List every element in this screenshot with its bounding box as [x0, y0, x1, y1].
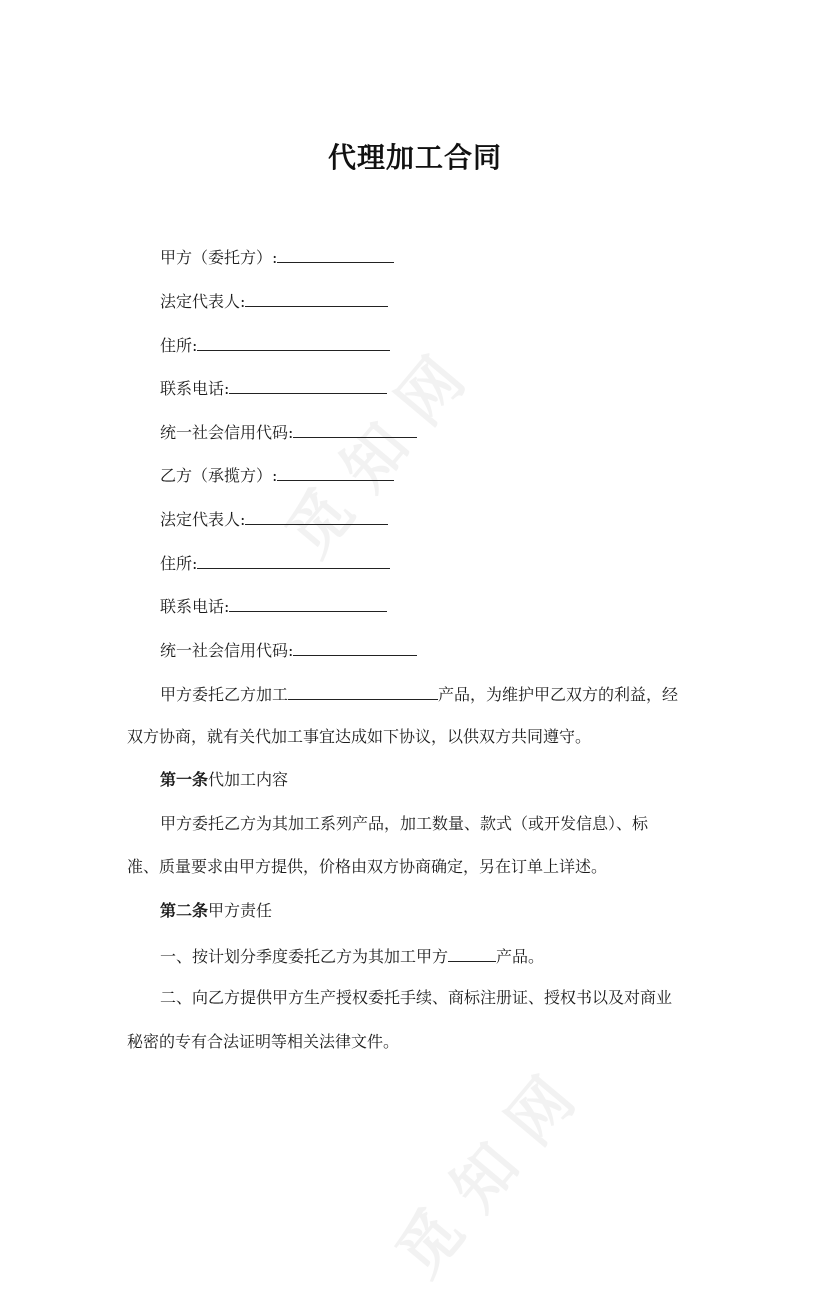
field-label: 统一社会信用代码:: [160, 641, 294, 660]
party-a-phone-field: [160, 375, 387, 401]
article-1-heading: [160, 768, 288, 792]
party-a-address-field: [160, 332, 390, 358]
field-label: 住所:: [160, 554, 198, 573]
product-blank[interactable]: [448, 943, 496, 962]
page-title: 代理加工合同: [327, 141, 502, 174]
field-label: 联系电话:: [160, 379, 230, 398]
fill-blank[interactable]: [197, 332, 390, 351]
field-label: 甲方（委托方）:: [160, 248, 278, 267]
fill-blank[interactable]: [293, 419, 417, 438]
article-title: 代加工内容: [208, 770, 289, 789]
item-suffix: 产品。: [496, 947, 545, 966]
fill-blank[interactable]: [277, 244, 394, 263]
article-number: 第一条: [160, 770, 209, 789]
field-label: 法定代表人:: [160, 292, 246, 311]
fill-blank[interactable]: [245, 506, 388, 525]
field-label: 联系电话:: [160, 597, 230, 616]
fill-blank[interactable]: [197, 550, 390, 569]
intro-prefix: 甲方委托乙方加工: [160, 685, 289, 704]
article-1-line-1: 甲方委托乙方为其加工系列产品，加工数量、款式（或开发信息）、标: [160, 814, 649, 833]
party-a-name-field: [160, 244, 394, 270]
article-2-item-1: [160, 943, 544, 969]
party-b-phone-field: [160, 593, 387, 619]
watermark: 觅知网: [381, 1045, 604, 1291]
product-blank[interactable]: [288, 681, 438, 700]
party-b-name-field: [160, 462, 394, 488]
party-b-address-field: [160, 550, 390, 576]
fill-blank[interactable]: [229, 375, 387, 394]
article-2-item-2-line-2: 秘密的专有合法证明等相关法律文件。: [127, 1032, 400, 1051]
article-1-line-2: 准、质量要求由甲方提供，价格由双方协商确定，另在订单上详述。: [127, 857, 608, 876]
intro-suffix: 产品，为维护甲乙双方的利益，经: [438, 685, 679, 704]
article-number: 第二条: [160, 901, 209, 920]
intro-line-1: [160, 681, 678, 707]
party-a-credit-code-field: [160, 419, 417, 445]
article-2-item-2-line-1: 二、向乙方提供甲方生产授权委托手续、商标注册证、授权书以及对商业: [160, 988, 673, 1007]
field-label: 法定代表人:: [160, 510, 246, 529]
item-prefix: 一、按计划分季度委托乙方为其加工甲方: [160, 947, 449, 966]
field-label: 乙方（承揽方）:: [160, 466, 278, 485]
watermark: 觅知网: [271, 325, 494, 571]
party-b-representative-field: [160, 506, 388, 532]
field-label: 统一社会信用代码:: [160, 423, 294, 442]
party-b-credit-code-field: [160, 637, 417, 663]
fill-blank[interactable]: [293, 637, 417, 656]
fill-blank[interactable]: [245, 288, 388, 307]
party-a-representative-field: [160, 288, 388, 314]
field-label: 住所:: [160, 336, 198, 355]
intro-line-2: 双方协商，就有关代加工事宜达成如下协议，以供双方共同遵守。: [127, 727, 592, 746]
fill-blank[interactable]: [229, 593, 387, 612]
article-title: 甲方责任: [208, 901, 273, 920]
fill-blank[interactable]: [277, 462, 394, 481]
article-2-heading: [160, 899, 272, 923]
